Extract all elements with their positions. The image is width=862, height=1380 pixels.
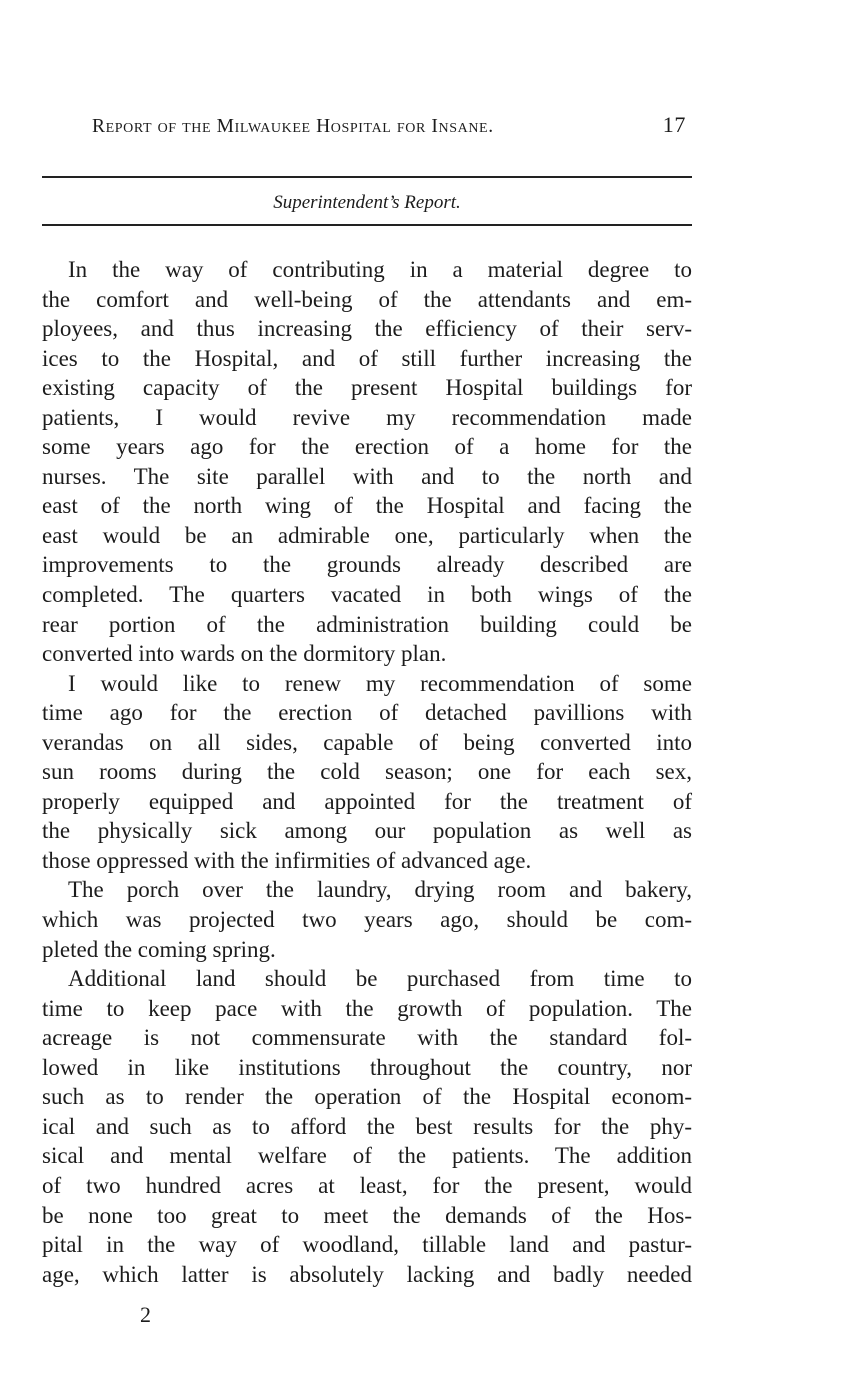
text-line: some years ago for the erection of a home for the [42,434,692,460]
running-head [42,112,692,146]
text-line: I would like to renew my recommendation of some [68,670,692,696]
text-line: such as to render the operation of the Hospital econom- [42,1084,692,1110]
text-line: sical and mental welfare of the patients. The addition [42,1143,692,1169]
running-title: Report of the Milwaukee Hospital for Insane. [92,116,494,137]
text-line: In the way of contributing in a material degree to [68,257,692,282]
text-line: time ago for the erection of detached pavillions with [42,700,692,726]
text-line: the physically sick among our population as well as [42,818,692,844]
header-rule-bottom [42,224,692,226]
text-line: the comfort and well-being of the attendants and em- [42,286,692,312]
text-line: pleted the coming spring. [42,936,276,962]
section-title: Superintendent’s Report. [273,192,461,213]
signature-mark: 2 [140,1302,151,1327]
text-line: The porch over the laundry, drying room and bakery, [68,877,692,903]
text-line: pital in the way of woodland, tillable land and pastur- [42,1232,692,1258]
text-line: verandas on all sides, capable of being converted into [42,729,692,755]
text-line: improvements to the grounds already described are [42,552,692,578]
text-line: properly equipped and appointed for the treatment of [42,788,692,814]
body-text [42,255,692,1289]
page-number: 17 [662,112,686,137]
text-line: of two hundred acres at least, for the present, would [42,1172,692,1198]
text-line: ical and such as to afford the best results for the phy- [42,1113,692,1139]
text-line: those oppressed with the infirmities of advanced age. [42,847,532,873]
text-line: nurses. The site parallel with and to the north and [42,463,692,489]
text-line: completed. The quarters vacated in both wings of the [42,582,692,608]
text-line: east would be an admirable one, particularly when the [42,522,692,548]
text-line: which was projected two years ago, should be com- [42,907,692,933]
text-line: lowed in like institutions throughout the country, nor [42,1054,692,1080]
text-line: ices to the Hospital, and of still further increasing the [42,345,692,371]
text-line: ployees, and thus increasing the efficiency of their serv- [42,316,692,342]
text-line: east of the north wing of the Hospital and facing the [42,493,692,519]
text-line: existing capacity of the present Hospital buildings for [42,375,692,401]
text-line: rear portion of the administration building could be [42,611,692,637]
text-line: Additional land should be purchased from time to [68,966,692,992]
text-line: time to keep pace with the growth of population. The [42,995,692,1021]
text-line: be none too great to meet the demands of the Hos- [42,1202,692,1228]
text-line: patients, I would revive my recommendation made [42,404,692,430]
text-line: acreage is not commensurate with the standard fol- [42,1025,692,1051]
text-line: sun rooms during the cold season; one for each sex, [42,759,692,785]
text-line: age, which latter is absolutely lacking and badly needed [42,1261,692,1287]
text-line: converted into wards on the dormitory plan. [42,641,447,667]
book-page [42,112,692,1289]
